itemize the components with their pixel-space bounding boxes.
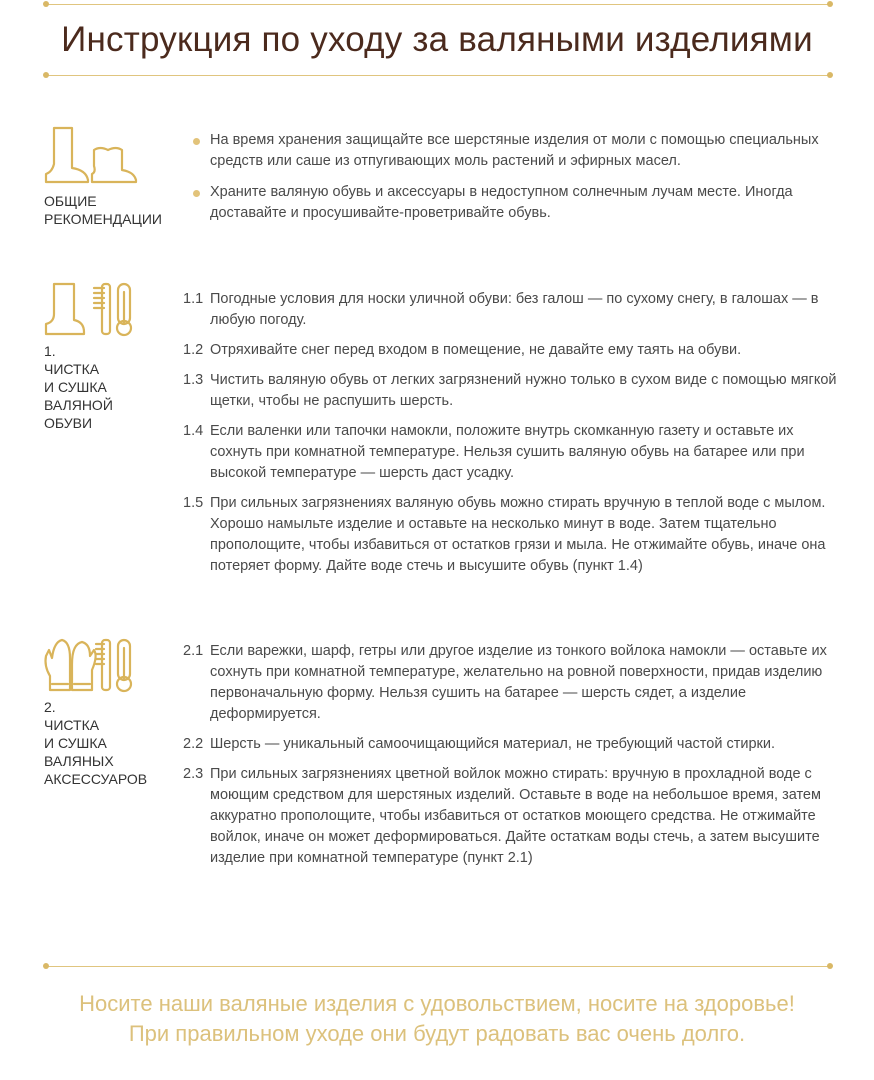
item-text: Если валенки или тапочки намокли, положите внутрь скомканную газету и оставьте их сохнуть при комнатной температуре. Нельзя сушить валяную обувь на батарее или при высокой температуре — шерсть даст усадку. bbox=[210, 423, 805, 481]
item-number: 1.5 bbox=[183, 495, 204, 511]
item-text: При сильных загрязнениях валяную обувь можно стирать вручную в теплой воде с мылом. Хорошо намыльте изделие и оставьте на несколько минут в воде. Затем тщательно прополощите, чтобы избавиться от остатков грязи и мыла. Не отжимайте обувь, иначе она потеряет форму. Дайте воде стечь и высушите обувь (пункт 1.4) bbox=[210, 495, 826, 574]
footer-line-2: При правильном уходе они будут радовать вас очень долго. bbox=[128, 1021, 746, 1046]
footer-divider bbox=[46, 966, 830, 967]
item-number: 2.1 bbox=[183, 643, 204, 659]
item-number: 1.2 bbox=[183, 342, 204, 358]
list-item bbox=[183, 340, 843, 361]
bullet-dot bbox=[193, 190, 200, 197]
item-number: 2.3 bbox=[183, 766, 204, 782]
page-title: Инструкция по уходу за валяными изделиями bbox=[61, 20, 813, 59]
title-divider bbox=[46, 75, 830, 76]
list-item bbox=[183, 130, 843, 172]
list-item bbox=[183, 370, 843, 412]
list-item bbox=[183, 421, 843, 484]
list-item bbox=[183, 764, 843, 869]
list-item bbox=[183, 182, 843, 224]
section-label: 2. ЧИСТКА И СУШКА ВАЛЯНЫХ АКСЕССУАРОВ bbox=[44, 699, 148, 787]
item-text: При сильных загрязнениях цветной войлок можно стирать: вручную в прохладной воде с моющим средством для шерстяных изделий. Оставьте в воде на небольшое время, затем аккуратно прополощите, чтобы избавиться от остатков моющего средства. Не отжимайте войлок, иначе он может деформироваться. Дайте остаткам воды стечь, а затем высушите изделие при комнатной температуре (пункт 2.1) bbox=[210, 766, 821, 866]
section-label: ОБЩИЕ РЕКОМЕНДАЦИИ bbox=[44, 193, 162, 227]
item-number: 1.1 bbox=[183, 291, 204, 307]
boots-icon bbox=[42, 126, 142, 186]
item-text: Если варежки, шарф, гетры или другое изделие из тонкого войлока намокли — оставьте их сохнуть при комнатной температуре, желательно на ровной поверхности, придав изделию первоначальную форму. Нельзя сушить на батарее — шерсть сядет, а изделие деформируется. bbox=[210, 643, 827, 722]
item-number: 1.3 bbox=[183, 372, 204, 388]
footer-line-1: Носите наши валяные изделия с удовольствием, носите на здоровье! bbox=[79, 991, 795, 1016]
mittens-brush-thermometer-icon bbox=[42, 636, 142, 694]
item-text: Шерсть — уникальный самоочищающийся материал, не требующий частой стирки. bbox=[210, 736, 775, 752]
section-items bbox=[183, 289, 843, 586]
list-item bbox=[183, 734, 843, 755]
section-label: 1. ЧИСТКА И СУШКА ВАЛЯНОЙ ОБУВИ bbox=[44, 343, 113, 431]
list-item bbox=[183, 493, 843, 577]
item-text: Отряхивайте снег перед входом в помещение, не давайте ему таять на обуви. bbox=[210, 342, 742, 358]
section-items bbox=[183, 641, 843, 878]
footer-message bbox=[0, 989, 874, 1049]
item-text: Храните валяную обувь и аксессуары в недоступном солнечным лучам месте. Иногда доставайте и просушивайте-проветривайте обувь. bbox=[210, 184, 793, 221]
item-text: Погодные условия для носки уличной обуви: без галош — по сухому снегу, в галошах — в любую погоду. bbox=[210, 291, 819, 328]
item-text: На время хранения защищайте все шерстяные изделия от моли с помощью специальных средств или саше из отпугивающих моль растений и эфирных масел. bbox=[210, 132, 819, 169]
bullet-dot bbox=[193, 138, 200, 145]
list-item bbox=[183, 289, 843, 331]
list-item bbox=[183, 641, 843, 725]
item-number: 1.4 bbox=[183, 423, 204, 439]
item-text: Чистить валяную обувь от легких загрязнений нужно только в сухом виде с помощью мягкой щетки, чтобы не распушить шерсть. bbox=[210, 372, 837, 409]
top-divider bbox=[46, 4, 830, 5]
item-number: 2.2 bbox=[183, 736, 204, 752]
section-items bbox=[183, 130, 843, 233]
boot-brush-thermometer-icon bbox=[42, 282, 142, 338]
